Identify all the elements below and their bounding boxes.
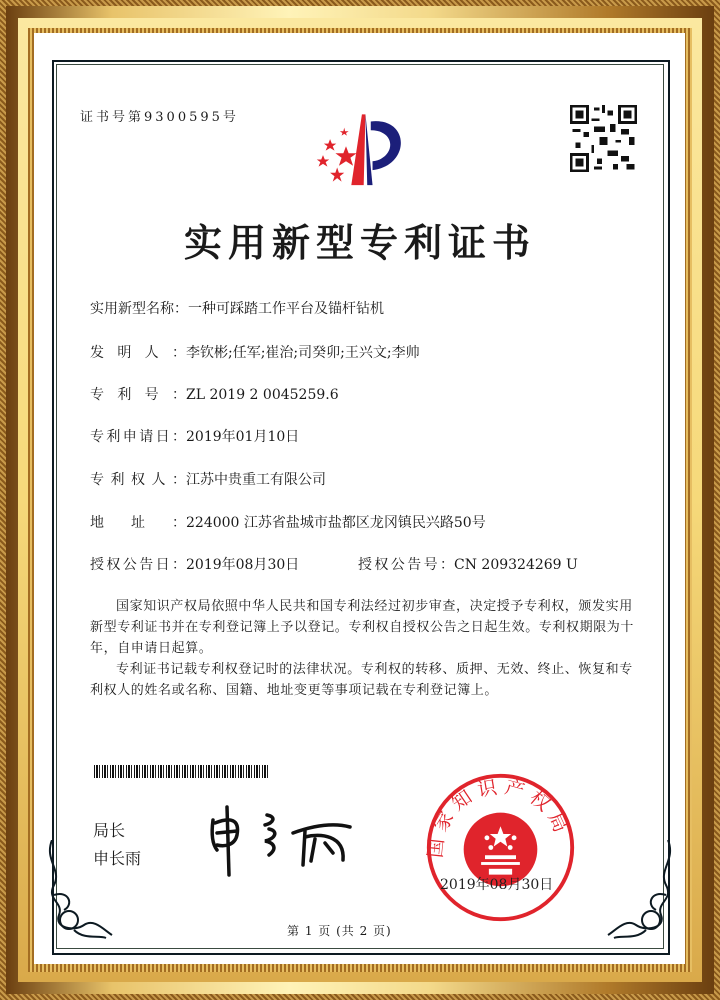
- field-row-patent-number: [90, 384, 339, 404]
- official-seal: [423, 770, 578, 925]
- barcode: [94, 765, 270, 778]
- field-row-grant-date: [90, 554, 299, 574]
- field-label: 地址：: [90, 515, 186, 531]
- field-value: 2019年08月30日: [186, 557, 300, 573]
- certificate-title: 实用新型专利证书: [183, 221, 536, 265]
- director-signature: [205, 805, 360, 880]
- field-value: 江苏中贵重工有限公司: [186, 472, 326, 488]
- certificate-number: 证书号第9300595号: [80, 110, 239, 125]
- field-row-patentee: [90, 469, 326, 489]
- field-row-grant-pub-no: [358, 554, 578, 574]
- field-value: 224000 江苏省盐城市盐都区龙冈镇民兴路50号: [186, 515, 486, 531]
- field-value: CN 209324269 U: [454, 557, 578, 573]
- statement-paragraph: 专利证书记载专利权登记时的法律状况。专利权的转移、质押、无效、终止、恢复和专利权人的姓名或名称、国籍、地址变更等事项记载在专利登记簿上。: [90, 662, 633, 698]
- qr-code: [570, 105, 637, 172]
- field-value: 一种可踩踏工作平台及锚杆钻机: [188, 301, 384, 317]
- field-row-address: [90, 512, 486, 532]
- ornament-corner-bottom-right: [606, 840, 676, 940]
- cnipa-logo: [300, 103, 415, 193]
- director-title: 局长: [93, 821, 126, 840]
- field-value: 李钦彬;任军;崔治;司癸卯;王兴文;李帅: [186, 345, 420, 361]
- certificate-statement: [90, 596, 640, 701]
- statement-paragraph: 国家知识产权局依照中华人民共和国专利法经过初步审查，决定授予专利权，颁发实用新型专利证书并在专利登记簿上予以登记。专利权自授权公告之日起生效。专利权期限为十年，自申请日起算。: [90, 599, 635, 656]
- seal-date: 2019年08月30日: [440, 877, 554, 893]
- field-value: 2019年01月10日: [186, 429, 300, 445]
- seal-text: 国家知识产权局: [423, 774, 575, 860]
- field-row-application-date: [90, 426, 299, 446]
- field-label: 专利申请日：: [90, 429, 186, 445]
- field-label: 专利号：: [90, 387, 186, 403]
- field-label: 实用新型名称：: [90, 301, 188, 317]
- field-label: 专利权人：: [90, 472, 186, 488]
- field-value: ZL 2019 2 0045259.6: [186, 387, 339, 403]
- director-name: 申长雨: [93, 849, 142, 868]
- field-label: 授权公告号：: [358, 557, 454, 573]
- field-label: 发明人：: [90, 345, 186, 361]
- page-indicator: 第 1 页 (共 2 页): [287, 924, 392, 938]
- field-label: 授权公告日：: [90, 557, 186, 573]
- field-row-inventors: [90, 342, 420, 362]
- field-row-utility-model-name: [90, 298, 384, 318]
